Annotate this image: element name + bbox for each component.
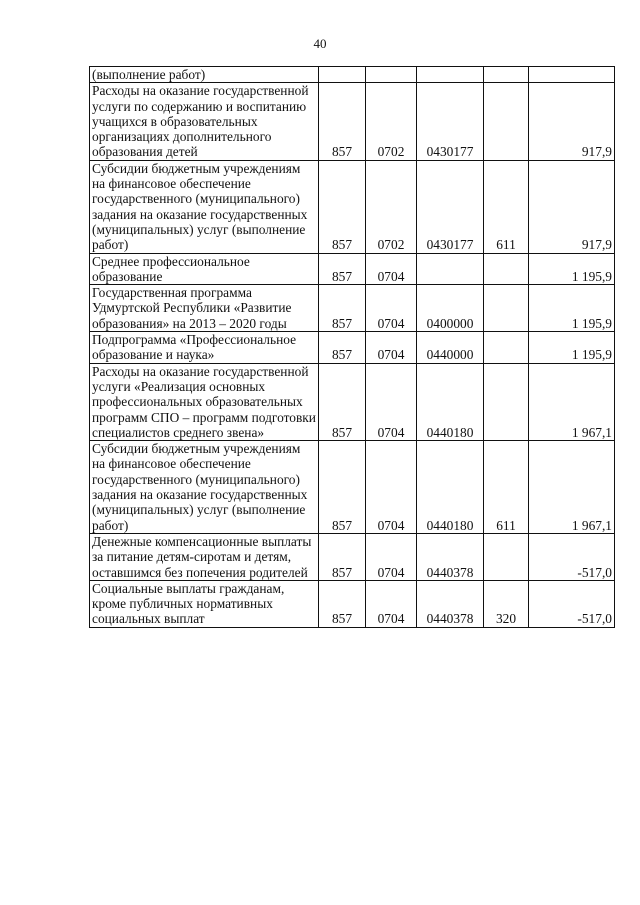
amount: -517,0 [529, 580, 615, 627]
table-row [90, 67, 615, 83]
department-code: 857 [319, 533, 366, 580]
target-article-code: 0440000 [417, 332, 484, 364]
expense-type-code: 611 [484, 441, 529, 534]
department-code: 857 [319, 285, 366, 332]
expense-name: Среднее профессиональное образование [90, 253, 319, 285]
amount: 1 195,9 [529, 253, 615, 285]
section-code: 0704 [366, 253, 417, 285]
department-code: 857 [319, 441, 366, 534]
target-article-code: 0400000 [417, 285, 484, 332]
table-row [90, 363, 615, 440]
table-row [90, 285, 615, 332]
expense-name: Денежные компенсационные выплаты за питание детям-сиротам и детям, оставшимся без попечения родителей [90, 533, 319, 580]
department-code: 857 [319, 363, 366, 440]
amount [529, 67, 615, 83]
expense-type-code [484, 363, 529, 440]
department-code: 857 [319, 253, 366, 285]
amount: 1 967,1 [529, 363, 615, 440]
amount: 917,9 [529, 160, 615, 253]
target-article-code: 0430177 [417, 160, 484, 253]
amount: 1 195,9 [529, 332, 615, 364]
section-code: 0704 [366, 580, 417, 627]
expense-type-code [484, 285, 529, 332]
amount: -517,0 [529, 533, 615, 580]
table-row [90, 332, 615, 364]
department-code: 857 [319, 332, 366, 364]
expense-type-code [484, 67, 529, 83]
target-article-code: 0440180 [417, 363, 484, 440]
section-code [366, 67, 417, 83]
expense-type-code [484, 83, 529, 160]
target-article-code [417, 253, 484, 285]
department-code: 857 [319, 580, 366, 627]
target-article-code: 0440378 [417, 580, 484, 627]
section-code: 0704 [366, 441, 417, 534]
expense-name: Социальные выплаты гражданам, кроме публичных нормативных социальных выплат [90, 580, 319, 627]
table-row [90, 533, 615, 580]
department-code [319, 67, 366, 83]
expense-name: Субсидии бюджетным учреждениям на финансовое обеспечение государственного (муниципального) задания на оказание государственных (муниципальных) услуг (выполнение работ) [90, 441, 319, 534]
expense-type-code [484, 253, 529, 285]
amount: 1 967,1 [529, 441, 615, 534]
target-article-code [417, 67, 484, 83]
expense-type-code: 611 [484, 160, 529, 253]
expense-name: Государственная программа Удмуртской Республики «Развитие образования» на 2013 – 2020 годы [90, 285, 319, 332]
amount: 1 195,9 [529, 285, 615, 332]
section-code: 0704 [366, 363, 417, 440]
target-article-code: 0440180 [417, 441, 484, 534]
table-row [90, 441, 615, 534]
department-code: 857 [319, 160, 366, 253]
department-code: 857 [319, 83, 366, 160]
expense-type-code [484, 533, 529, 580]
amount: 917,9 [529, 83, 615, 160]
section-code: 0702 [366, 83, 417, 160]
table-row [90, 160, 615, 253]
table-row [90, 580, 615, 627]
expense-name: (выполнение работ) [90, 67, 319, 83]
target-article-code: 0440378 [417, 533, 484, 580]
expense-name: Подпрограмма «Профессиональное образование и наука» [90, 332, 319, 364]
expense-type-code: 320 [484, 580, 529, 627]
target-article-code: 0430177 [417, 83, 484, 160]
table-row [90, 253, 615, 285]
page-number: 40 [313, 36, 327, 51]
table-row [90, 83, 615, 160]
expense-type-code [484, 332, 529, 364]
expense-name: Расходы на оказание государственной услуги по содержанию и воспитанию учащихся в образовательных организациях дополнительного образования детей [90, 83, 319, 160]
section-code: 0704 [366, 533, 417, 580]
section-code: 0704 [366, 285, 417, 332]
section-code: 0702 [366, 160, 417, 253]
section-code: 0704 [366, 332, 417, 364]
expense-name: Субсидии бюджетным учреждениям на финансовое обеспечение государственного (муниципального) задания на оказание государственных (муниципальных) услуг (выполнение работ) [90, 160, 319, 253]
expense-name: Расходы на оказание государственной услуги «Реализация основных профессиональных образовательных программ СПО – программ подготовки специалистов среднего звена» [90, 363, 319, 440]
budget-table [89, 66, 615, 628]
